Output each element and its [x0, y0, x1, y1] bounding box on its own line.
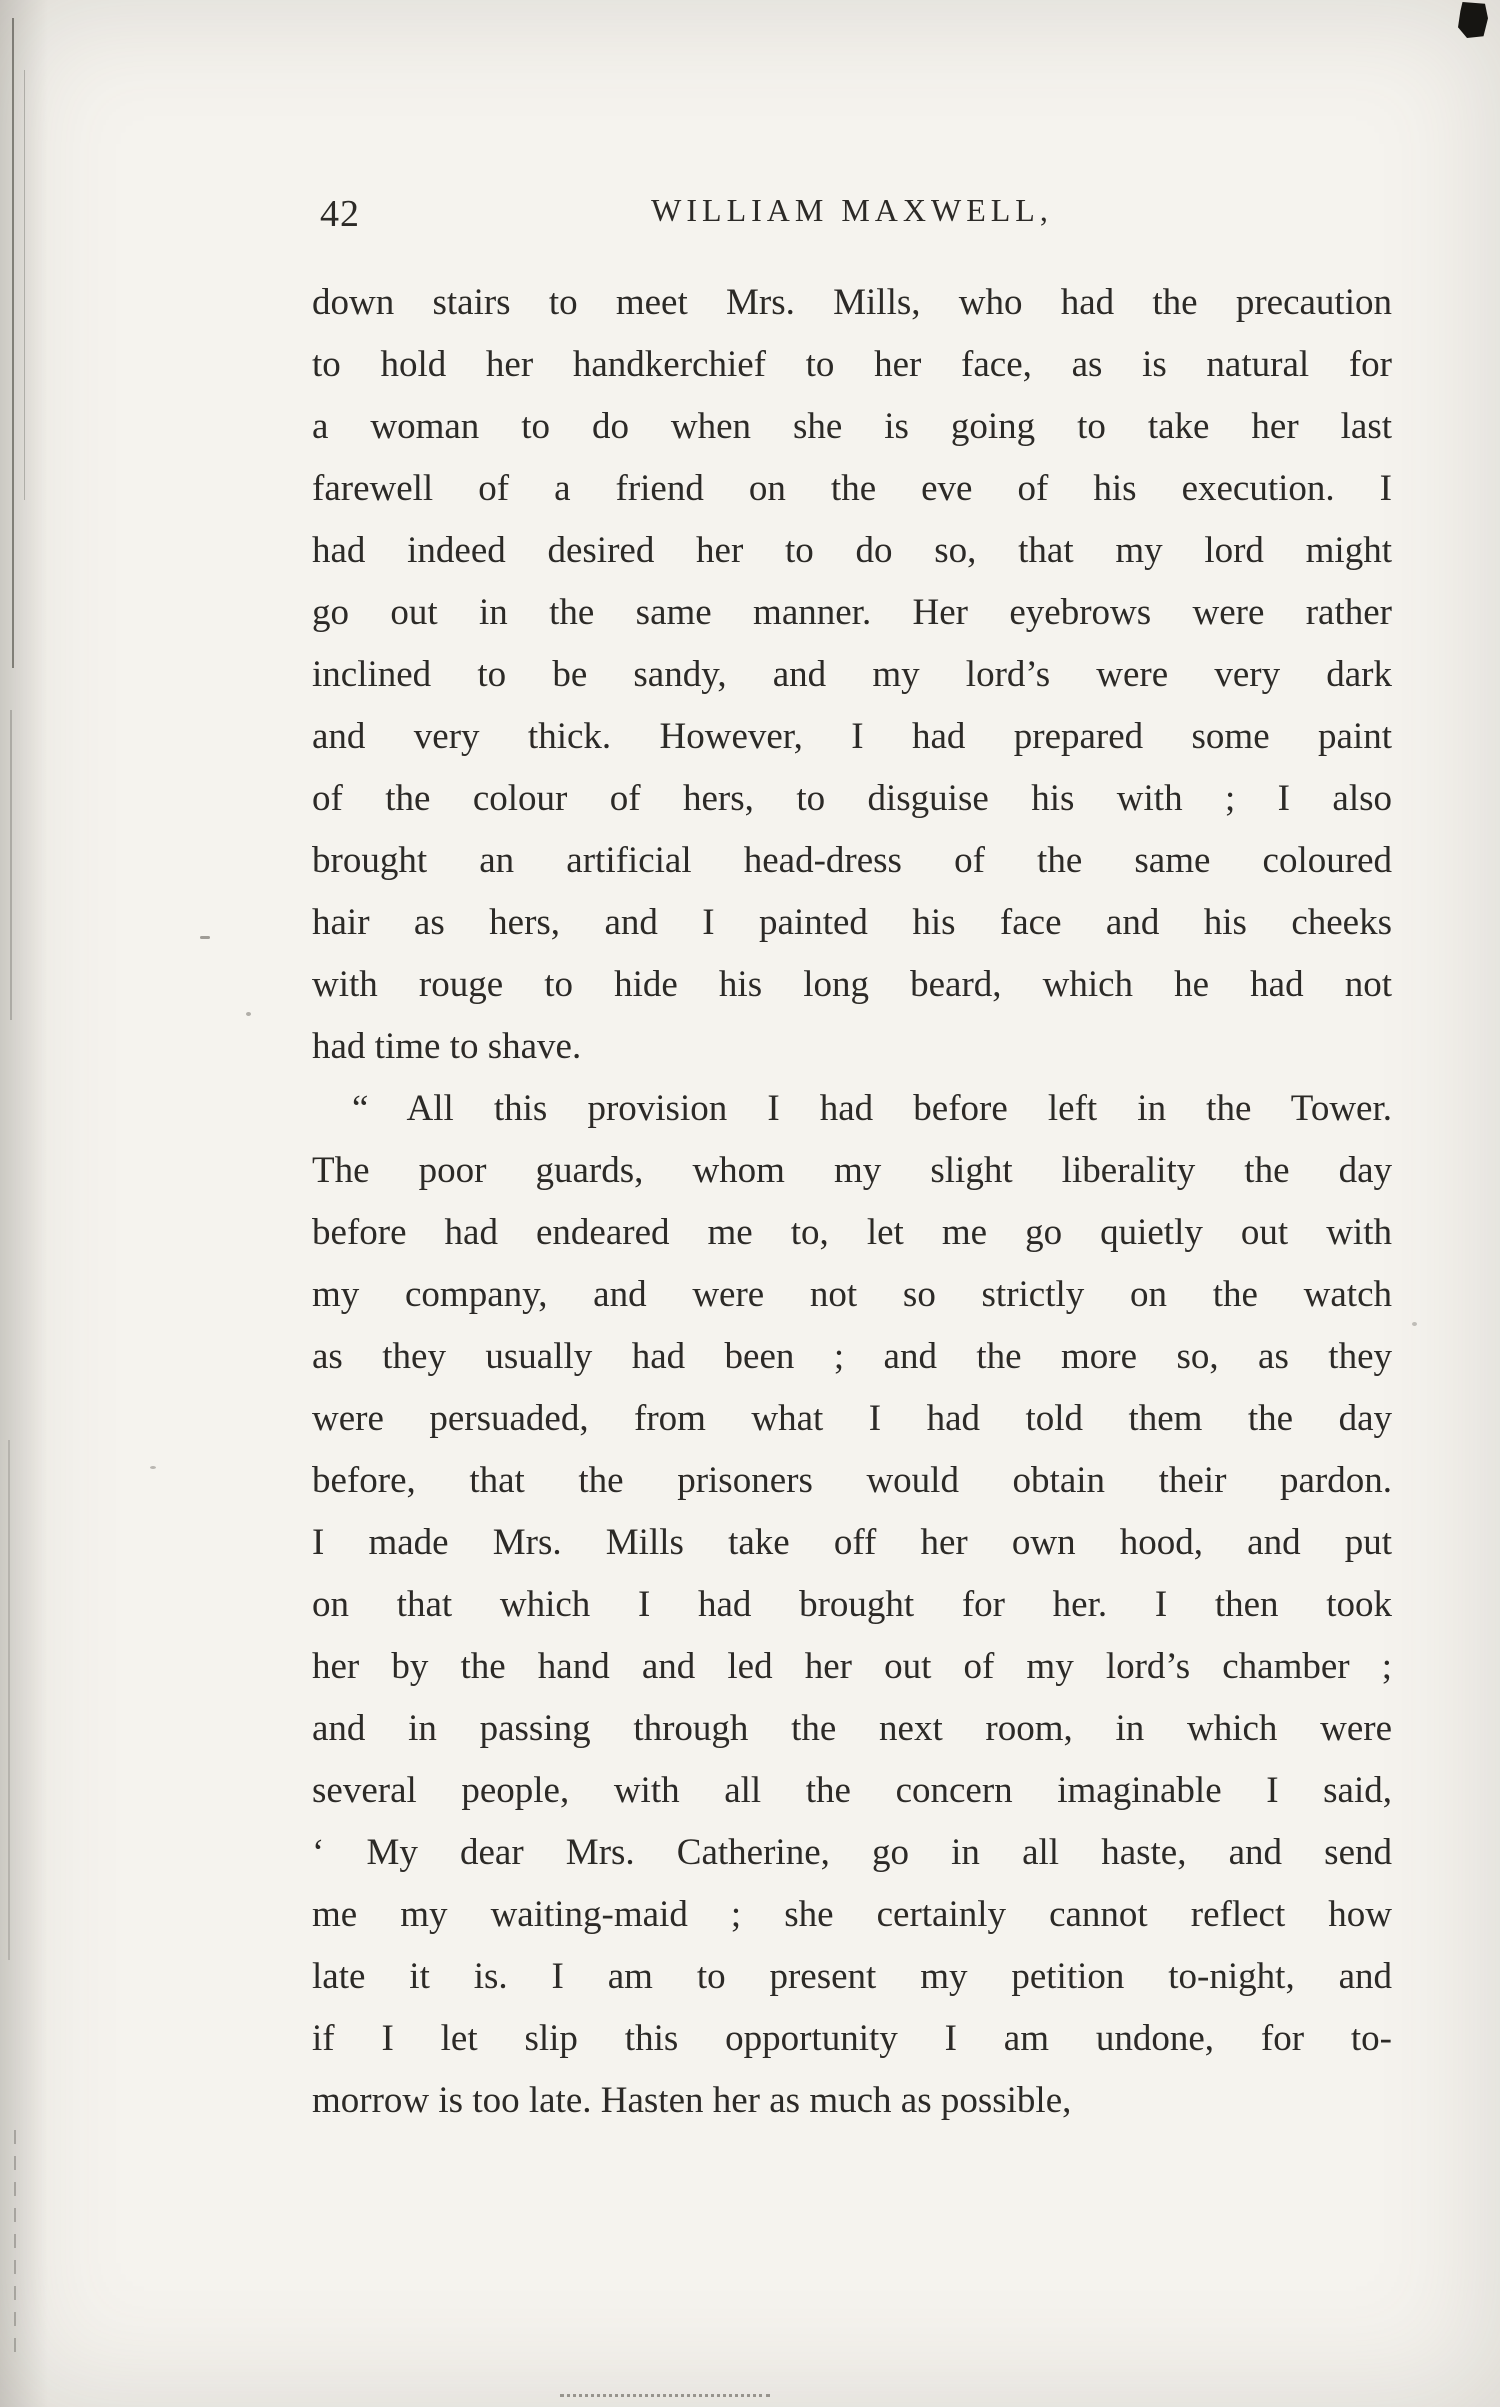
page-text — [312, 272, 1392, 2132]
running-header-title: WILLIAM MAXWELL, — [651, 192, 1053, 228]
text-line: down stairs to meet Mrs. Mills, who had the precaution — [312, 282, 1392, 323]
scan-artifact-left-line — [8, 1440, 10, 1960]
text-line: I made Mrs. Mills take off her own hood, and put — [312, 1522, 1392, 1563]
scan-artifact-bottom-dots — [560, 2394, 770, 2397]
text-line: of the colour of hers, to disguise his with ; I also — [312, 778, 1392, 819]
text-line: before had endeared me to, let me go quietly out with — [312, 1212, 1392, 1253]
scan-speck — [246, 1012, 251, 1016]
text-line: and in passing through the next room, in which were — [312, 1708, 1392, 1749]
text-line: had time to shave. — [312, 1026, 582, 1067]
scan-gutter-shading — [0, 0, 48, 2407]
text-line: late it is. I am to present my petition to-night, and — [312, 1956, 1392, 1997]
text-line: with rouge to hide his long beard, which he had not — [312, 964, 1392, 1005]
text-line: on that which I had brought for her. I then took — [312, 1584, 1392, 1625]
text-line: brought an artificial head-dress of the same coloured — [312, 840, 1392, 881]
text-line: inclined to be sandy, and my lord’s were very dark — [312, 654, 1392, 695]
text-line: hair as hers, and I painted his face and his cheeks — [312, 902, 1392, 943]
text-line: “ All this provision I had before left in the Tower. — [352, 1088, 1392, 1129]
scan-speck — [1412, 1322, 1417, 1326]
text-line: morrow is too late. Hasten her as much as possible, — [312, 2080, 1072, 2121]
text-line: her by the hand and led her out of my lord’s chamber ; — [312, 1646, 1392, 1687]
scan-artifact-left-line — [10, 710, 12, 1020]
text-line: had indeed desired her to do so, that my lord might — [312, 530, 1392, 571]
scan-artifact-corner-blob — [1458, 2, 1488, 38]
text-line: me my waiting-maid ; she certainly cannot reflect how — [312, 1894, 1392, 1935]
text-line: a woman to do when she is going to take her last — [312, 406, 1392, 447]
text-line: my company, and were not so strictly on the watch — [312, 1274, 1392, 1315]
scan-artifact-left-dashes — [14, 2130, 16, 2360]
text-line: ‘ My dear Mrs. Catherine, go in all haste, and send — [312, 1832, 1392, 1873]
text-line: were persuaded, from what I had told them the day — [312, 1398, 1392, 1439]
text-line: to hold her handkerchief to her face, as is natural for — [312, 344, 1392, 385]
text-line: if I let slip this opportunity I am undone, for to- — [312, 2018, 1392, 2059]
scan-speck — [200, 936, 210, 939]
page-number: 42 — [320, 193, 360, 235]
scan-artifact-left-line — [24, 70, 25, 500]
page-header — [312, 192, 1392, 242]
text-line: and very thick. However, I had prepared some paint — [312, 716, 1392, 757]
text-line: as they usually had been ; and the more so, as they — [312, 1336, 1392, 1377]
text-line: go out in the same manner. Her eyebrows were rather — [312, 592, 1392, 633]
text-line: before, that the prisoners would obtain their pardon. — [312, 1460, 1392, 1501]
text-line: farewell of a friend on the eve of his execution. I — [312, 468, 1392, 509]
scan-speck — [150, 1466, 156, 1469]
text-line: several people, with all the concern imaginable I said, — [312, 1770, 1392, 1811]
text-line: The poor guards, whom my slight liberality the day — [312, 1150, 1392, 1191]
scan-artifact-left-line — [12, 18, 14, 668]
